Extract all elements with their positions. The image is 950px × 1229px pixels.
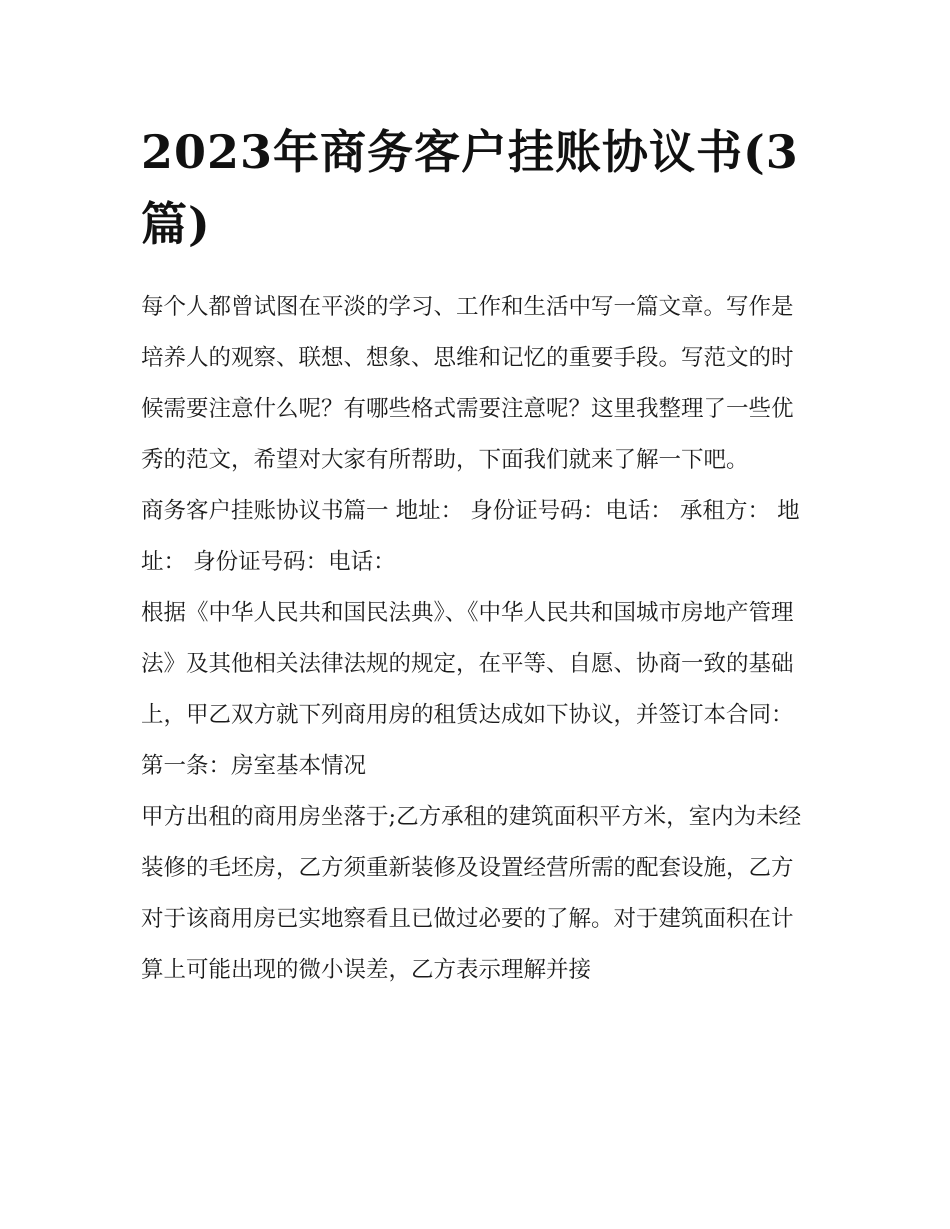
paragraph-article-one-heading: 第一条：房室基本情况 [141, 753, 367, 779]
paragraph-parties: 商务客户挂账协议书篇一 地址： 身份证号码：电话： 承租方： 地址： 身份证号码：电话： [141, 498, 800, 575]
paragraph-article-one-body: 甲方出租的商用房坐落于;乙方承租的建筑面积平方米，室内为未经装修的毛坯房，乙方须重新装修及设置经营所需的配套设施，乙方对于该商用房已实地察看且已做过必要的了解。对于建筑面积在计算上可能出现的微小误差，乙方表示理解并接 [141, 804, 802, 983]
document-title: 2023年商务客户挂账协议书(3篇) [141, 125, 799, 251]
document-content [141, 116, 813, 996]
paragraph-legal-basis: 根据《中华人民共和国民法典》、《中华人民共和国城市房地产管理法》及其他相关法律法规的规定，在平等、自愿、协商一致的基础上，甲乙双方就下列商用房的租赁达成如下协议，并签订本合同： [141, 600, 794, 728]
paragraph-intro: 每个人都曾试图在平淡的学习、工作和生活中写一篇文章。写作是培养人的观察、联想、想象、思维和记忆的重要手段。写范文的时候需要注意什么呢？有哪些格式需要注意呢？这里我整理了一些优秀的范文，希望对大家有所帮助，下面我们就来了解一下吧。 [141, 294, 794, 473]
